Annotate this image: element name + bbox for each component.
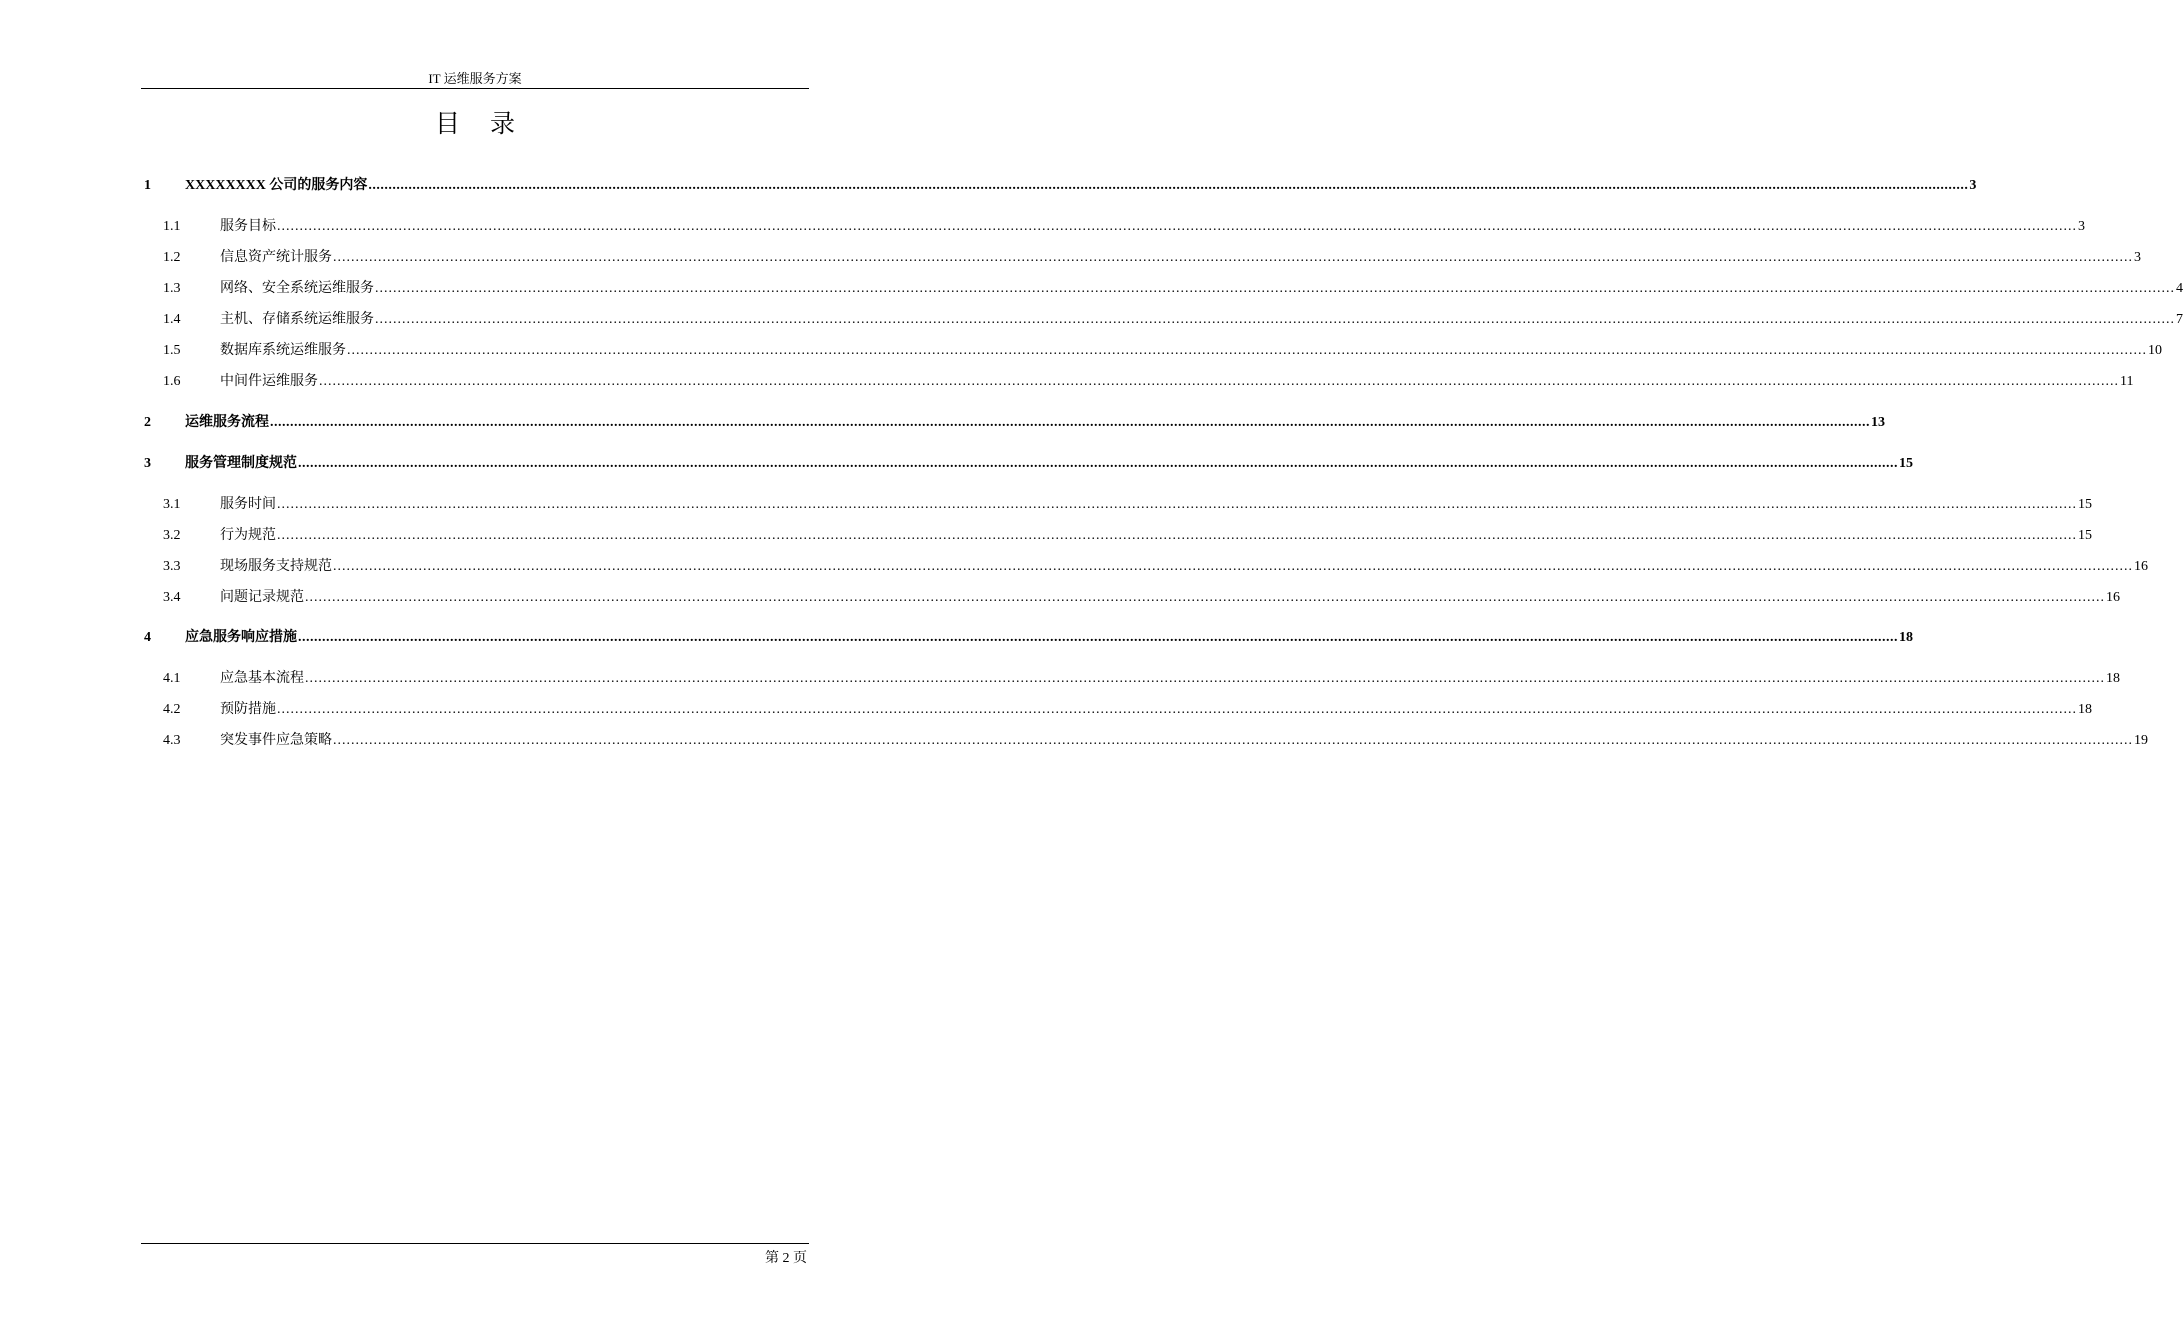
toc-entry[interactable] [141, 453, 1913, 475]
toc-entry-page: 15 [2078, 528, 2092, 543]
toc-entry[interactable] [141, 587, 2120, 609]
toc-entry[interactable] [141, 340, 2162, 362]
running-header: IT 运维服务方案 [428, 71, 522, 86]
toc-entry-number: 1.5 [163, 343, 181, 358]
toc-title: 目录 [434, 111, 545, 138]
toc-entry-number: 1 [144, 178, 151, 193]
toc-entry-title: 信息资产统计服务 [220, 250, 332, 265]
toc-entry-page: 3 [2078, 219, 2085, 234]
toc-dot-leader: ................................................................................................................................................................................................................................................................................................................................................................................................................ [277, 528, 2077, 543]
toc-entry-number: 3.1 [163, 497, 181, 512]
toc-entry-number: 1.1 [163, 219, 181, 234]
toc-entry-title: 服务目标 [220, 219, 276, 234]
toc-entry-title: 预防措施 [220, 702, 276, 717]
toc-dot-leader: ................................................................................................................................................................................................................................................................................................................................................................................................................ [277, 702, 2077, 717]
toc-dot-leader: ................................................................................................................................................................................................................................................................................................................................................................................................................ [375, 312, 2175, 327]
toc-entry-page: 18 [2106, 671, 2120, 686]
toc-entry-title: 主机、存储系统运维服务 [220, 312, 374, 327]
toc-entry-title: 突发事件应急策略 [220, 733, 332, 748]
toc-dot-leader: ................................................................................................................................................................................................................................................................................................................................................................................................................ [305, 590, 2105, 605]
toc-entry-page: 10 [2148, 343, 2162, 358]
toc-entry-title: 数据库系统运维服务 [220, 343, 346, 358]
toc-entry-number: 1.3 [163, 281, 181, 296]
toc-entry-number: 4 [144, 630, 151, 645]
toc-dot-leader: ................................................................................................................................................................................................................................................................................................................................................................................................................ [270, 415, 1870, 430]
toc-entry-page: 7 [2176, 312, 2183, 327]
toc-entry-title: XXXXXXXX 公司的服务内容 [185, 178, 368, 193]
toc-entry-number: 3.4 [163, 590, 181, 605]
toc-entry-title: 运维服务流程 [185, 415, 269, 430]
toc-entry-number: 1.6 [163, 374, 181, 389]
toc-entry[interactable] [141, 494, 2092, 516]
toc-entry-page: 18 [1899, 630, 1913, 645]
page-number: 第 2 页 [765, 1251, 807, 1266]
toc-entry-page: 16 [2106, 590, 2120, 605]
toc-entry-title: 服务时间 [220, 497, 276, 512]
toc-entry[interactable] [141, 175, 1977, 197]
toc-entry-page: 3 [2134, 250, 2141, 265]
toc-entry[interactable] [141, 278, 2183, 300]
toc-entry-number: 4.3 [163, 733, 181, 748]
toc-dot-leader: ................................................................................................................................................................................................................................................................................................................................................................................................................ [305, 671, 2105, 686]
toc-entry[interactable] [141, 730, 2148, 752]
toc-dot-leader: ................................................................................................................................................................................................................................................................................................................................................................................................................ [333, 733, 2133, 748]
toc-dot-leader: ................................................................................................................................................................................................................................................................................................................................................................................................................ [333, 559, 2133, 574]
toc-dot-leader: ................................................................................................................................................................................................................................................................................................................................................................................................................ [298, 456, 1898, 471]
toc-entry-title: 服务管理制度规范 [185, 456, 297, 471]
toc-dot-leader: ................................................................................................................................................................................................................................................................................................................................................................................................................ [277, 219, 2077, 234]
toc-entry-page: 15 [2078, 497, 2092, 512]
toc-entry[interactable] [141, 556, 2148, 578]
toc-dot-leader: ................................................................................................................................................................................................................................................................................................................................................................................................................ [298, 630, 1898, 645]
toc-entry[interactable] [141, 247, 2141, 269]
toc-entry[interactable] [141, 216, 2085, 238]
toc-entry[interactable] [141, 371, 2134, 393]
footer-rule [141, 1243, 809, 1244]
toc-entry[interactable] [141, 627, 1913, 649]
toc-entry-number: 4.1 [163, 671, 181, 686]
toc-entry[interactable] [141, 668, 2120, 690]
toc-entry-number: 3 [144, 456, 151, 471]
toc-entry-title: 问题记录规范 [220, 590, 304, 605]
toc-entry-page: 11 [2120, 374, 2134, 389]
toc-entry-title: 应急服务响应措施 [185, 630, 297, 645]
toc-entry-number: 1.2 [163, 250, 181, 265]
toc-entry-number: 3.2 [163, 528, 181, 543]
toc-dot-leader: ................................................................................................................................................................................................................................................................................................................................................................................................................ [319, 374, 2119, 389]
toc-entry-number: 2 [144, 415, 151, 430]
toc-entry-number: 1.4 [163, 312, 181, 327]
toc-entry-title: 中间件运维服务 [220, 374, 318, 389]
toc-entry-page: 4 [2176, 281, 2183, 296]
toc-dot-leader: ................................................................................................................................................................................................................................................................................................................................................................................................................ [368, 178, 1969, 193]
toc-dot-leader: ................................................................................................................................................................................................................................................................................................................................................................................................................ [277, 497, 2077, 512]
toc-entry-page: 16 [2134, 559, 2148, 574]
toc-entry-number: 3.3 [163, 559, 181, 574]
toc-entry-page: 19 [2134, 733, 2148, 748]
header-rule [141, 88, 809, 89]
toc-entry-title: 行为规范 [220, 528, 276, 543]
toc-entry[interactable] [141, 412, 1885, 434]
toc-entry-page: 18 [2078, 702, 2092, 717]
toc-entry[interactable] [141, 699, 2092, 721]
toc-entry[interactable] [141, 309, 2183, 331]
toc-entry[interactable] [141, 525, 2092, 547]
toc-dot-leader: ................................................................................................................................................................................................................................................................................................................................................................................................................ [333, 250, 2133, 265]
toc-entry-page: 3 [1969, 178, 1977, 193]
toc-entry-number: 4.2 [163, 702, 181, 717]
toc-dot-leader: ................................................................................................................................................................................................................................................................................................................................................................................................................ [375, 281, 2175, 296]
toc-entry-title: 应急基本流程 [220, 671, 304, 686]
toc-dot-leader: ................................................................................................................................................................................................................................................................................................................................................................................................................ [347, 343, 2147, 358]
toc-entry-page: 13 [1871, 415, 1885, 430]
toc-entry-page: 15 [1899, 456, 1913, 471]
toc-entry-title: 网络、安全系统运维服务 [220, 281, 374, 296]
toc-entry-title: 现场服务支持规范 [220, 559, 332, 574]
